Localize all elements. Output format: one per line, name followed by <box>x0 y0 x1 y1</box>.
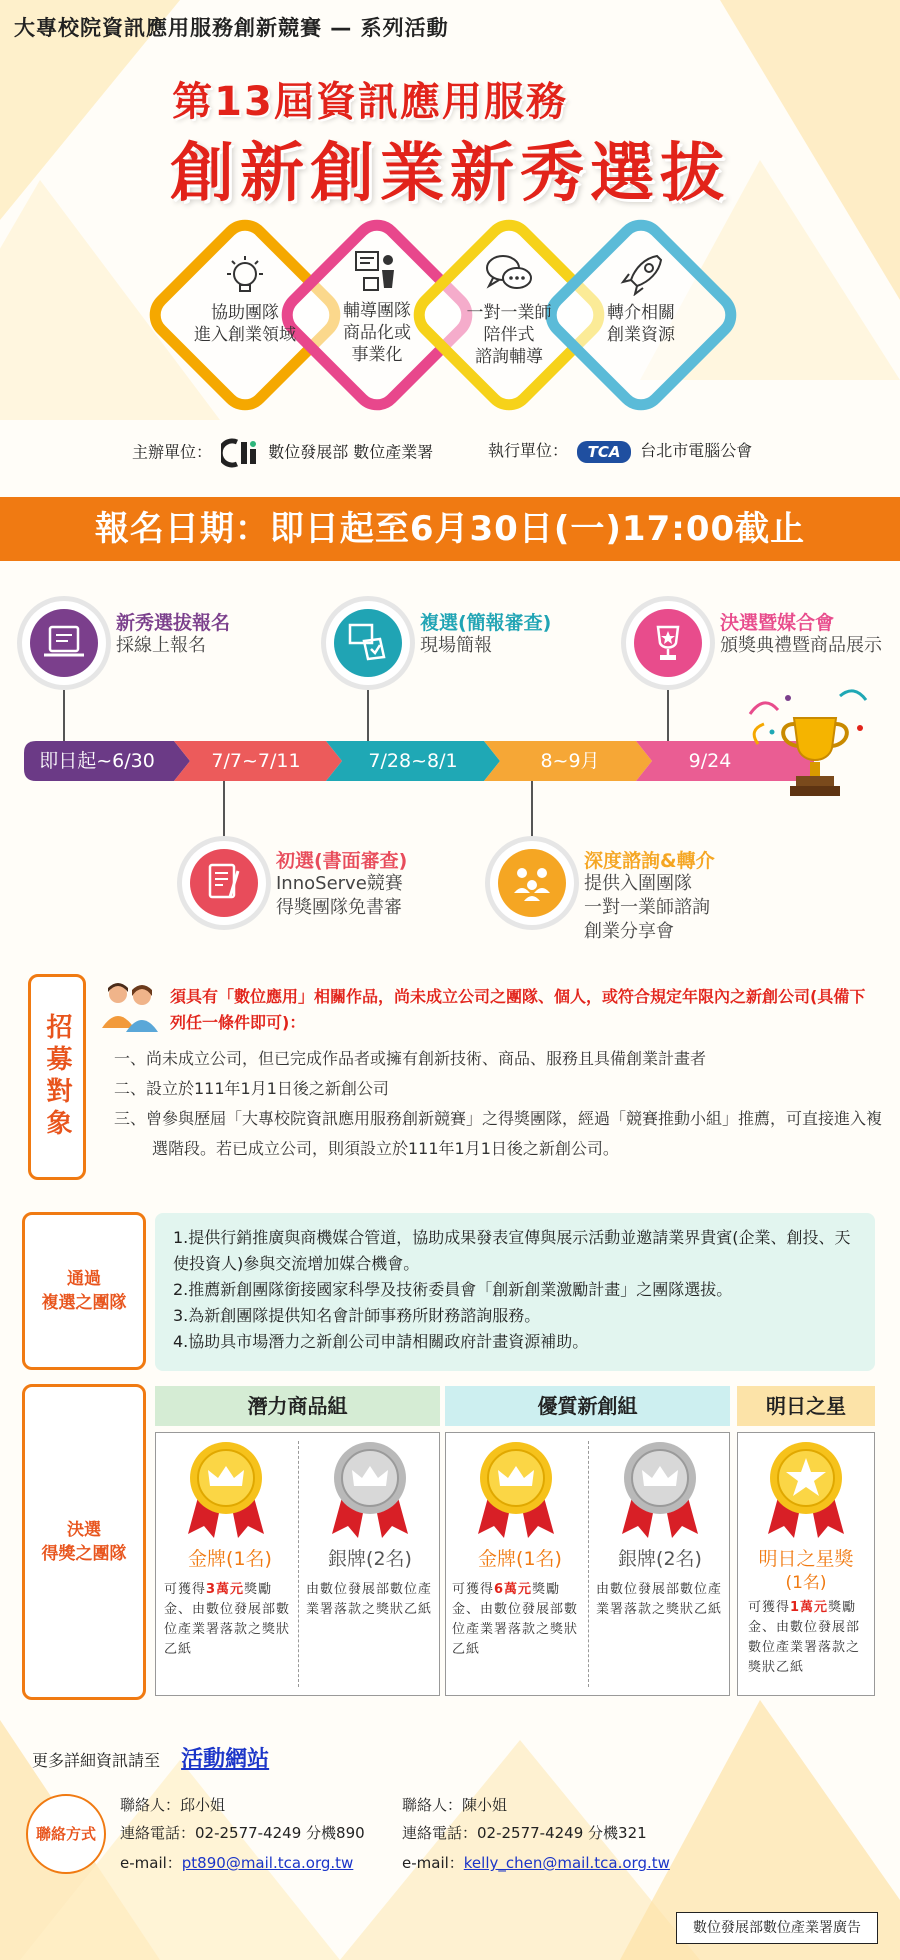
service-label-2c: 事業化 <box>351 345 403 365</box>
more-info <box>32 1742 269 1773</box>
stage-circle-3 <box>326 601 410 685</box>
date-segment-3: 7/28~8/1 <box>368 750 458 772</box>
date-segment-5: 9/24 <box>688 750 732 772</box>
contact-name-1: 聯絡人：邱小姐 <box>120 1796 226 1814</box>
stage-desc-4b: 一對一業師諮詢 <box>584 897 710 918</box>
contact-name-2: 聯絡人：陳小姐 <box>402 1796 508 1814</box>
stage-title-1: 新秀選拔報名 <box>116 612 231 634</box>
prize-desc-1-post: 獎勵金、由數位發展部數位產業署落款之獎狀乙紙 <box>164 1582 291 1657</box>
stage-desc-4c: 創業分享會 <box>584 921 674 942</box>
executor <box>488 438 752 463</box>
stage-circle-1 <box>22 601 106 685</box>
stage-desc-2b: 得獎團隊免書審 <box>276 897 402 918</box>
service-2 <box>312 248 442 366</box>
prize-desc-4: 由數位發展部數位產業署落款之獎狀乙紙 <box>596 1582 723 1617</box>
presentation-check-icon <box>334 609 402 677</box>
organizer-name: 數位發展部 數位產業署 <box>268 442 434 462</box>
contact-email-1[interactable]: pt890@mail.tca.org.tw <box>181 1854 354 1872</box>
recruit-item-1: 一、尚未成立公司，但已完成作品者或擁有創新技術、商品、服務且具備創業計畫者 <box>114 1049 707 1068</box>
trophy-icon <box>634 609 702 677</box>
team-consult-icon <box>498 849 566 917</box>
group-header-2: 優質新創組 <box>445 1386 730 1426</box>
date-segment-1: 即日起~6/30 <box>39 750 155 772</box>
stage-title-2: 初選(書面審查) <box>276 850 408 872</box>
contact-phone-1: 連絡電話：02-2577-4249 分機890 <box>120 1824 365 1842</box>
service-label-2a: 輔導團隊 <box>343 301 411 321</box>
benefits-list <box>155 1213 875 1371</box>
contact-email-label-1: e-mail： <box>120 1854 182 1872</box>
prize-name-4: 銀牌(2名) <box>618 1548 702 1570</box>
stage-desc-3: 現場簡報 <box>420 635 492 656</box>
service-label-1b: 進入創業領域 <box>194 325 296 345</box>
title-line2: 創新創業新秀選拔 <box>170 137 730 211</box>
recruit-heading: 招募對象 <box>28 974 86 1180</box>
benefits-heading <box>22 1212 146 1370</box>
people-icon <box>100 980 162 1034</box>
date-segment-2: 7/7~7/11 <box>211 750 301 772</box>
service-label-1a: 協助團隊 <box>211 303 279 323</box>
stage-title-5: 決選暨媒合會 <box>720 612 835 634</box>
contact-email-row-1 <box>120 1852 353 1873</box>
stage-circle-2 <box>182 841 266 925</box>
prize-name-1: 金牌(1名) <box>188 1548 272 1570</box>
title-line1: 第13屆資訊應用服務 <box>172 79 568 125</box>
stage-title-3: 複選(簡報審查) <box>420 612 552 634</box>
prize-desc-5-post: 獎勵金、由數位發展部數位產業署落款之獎狀乙紙 <box>748 1600 861 1675</box>
organizer <box>132 438 433 468</box>
more-info-text: 更多詳細資訊請至 <box>32 1751 161 1770</box>
prize-amount-5: 1萬元 <box>790 1600 829 1615</box>
trophy-confetti-icon <box>744 684 874 814</box>
connector-2 <box>223 781 225 841</box>
prize-amount-3: 6萬元 <box>494 1582 533 1597</box>
recruit-lead: 須具有「數位應用」相關作品，尚未成立公司之團隊、個人，或符合規定年限內之新創公司(具備下列任一條件即可)： <box>170 987 866 1032</box>
prize-name-5: 明日之星獎 <box>758 1548 854 1570</box>
recruit-item-3: 三、曾參與歷屆「大專校院資訊應用服務創新競賽」之得獎團隊，經過「競賽推動小組」推薦，可直接進入複選階段。若已成立公司，則須設立於111年1月1日後之新創公司。 <box>114 1109 883 1158</box>
stage-desc-2a: InnoServe競賽 <box>276 873 403 894</box>
benefits-heading-a: 通過 <box>67 1269 101 1289</box>
connector-1 <box>63 690 65 741</box>
silver-medal-icon <box>324 1440 416 1540</box>
prize-desc-5 <box>748 1598 868 1678</box>
prize-desc-3-post: 獎勵金、由數位發展部數位產業署落款之獎狀乙紙 <box>452 1582 579 1657</box>
prize-desc-1 <box>164 1580 298 1660</box>
service-label-3b: 陪伴式 <box>483 325 535 345</box>
service-label-3c: 諮詢輔導 <box>475 347 543 367</box>
group-header-1: 潛力商品組 <box>155 1386 440 1426</box>
lightbulb-icon <box>221 254 269 296</box>
group-header-3: 明日之星 <box>737 1386 875 1426</box>
recruit-item-2: 二、設立於111年1月1日後之新創公司 <box>114 1079 389 1098</box>
rocket-icon <box>617 252 665 296</box>
benefit-item-1: 1.提供行銷推廣與商機媒合管道，協助成果發表宣傳與展示活動並邀請業界貴賓(企業、創投、天使投資人)參與交流增加媒合機會。 <box>173 1228 851 1273</box>
benefits-heading-b: 複選之團隊 <box>41 1293 127 1313</box>
event-website-link[interactable]: 活動網站 <box>181 1747 270 1772</box>
organizer-label: 主辦單位： <box>132 442 213 462</box>
service-1 <box>180 254 310 346</box>
stage-title-4: 深度諮詢&轉介 <box>584 850 715 872</box>
prize-name-2: 銀牌(2名) <box>328 1548 412 1570</box>
connector-4 <box>531 781 533 841</box>
prize-desc-2: 由數位發展部數位產業署落款之獎狀乙紙 <box>306 1582 433 1617</box>
service-label-4a: 轉介相關 <box>607 303 675 323</box>
executor-label: 執行單位： <box>488 441 569 460</box>
connector-5 <box>667 690 669 741</box>
contact-phone-2: 連絡電話：02-2577-4249 分機321 <box>402 1824 647 1842</box>
laptop-form-icon <box>30 609 98 677</box>
awards-heading-b: 得獎之團隊 <box>41 1544 127 1564</box>
stage-desc-5: 頒獎典禮暨商品展示 <box>720 635 882 656</box>
prize-name-3: 金牌(1名) <box>478 1548 562 1570</box>
contact-email-2[interactable]: kelly_chen@mail.tca.org.tw <box>463 1854 670 1872</box>
prize-desc-5-pre: 可獲得 <box>748 1600 791 1615</box>
stage-circle-4 <box>490 841 574 925</box>
service-label-4b: 創業資源 <box>607 325 675 345</box>
connector-3 <box>367 690 369 741</box>
prize-desc-1-pre: 可獲得 <box>164 1582 207 1597</box>
prize-amount-1: 3萬元 <box>206 1582 245 1597</box>
prize-name-5b: (1名) <box>785 1573 827 1593</box>
chat-bubbles-icon <box>483 252 535 296</box>
ad-footer: 數位發展部數位產業署廣告 <box>676 1912 878 1944</box>
moda-logo-icon <box>221 438 259 468</box>
star-medal-icon <box>760 1440 852 1540</box>
recruit-list <box>114 1044 884 1164</box>
contact-email-row-2 <box>402 1852 670 1873</box>
stage-desc-4a: 提供入圍團隊 <box>584 873 692 894</box>
stage-desc-1: 採線上報名 <box>116 635 206 656</box>
silver-medal-icon <box>614 1440 706 1540</box>
awards-heading-a: 決選 <box>67 1520 101 1540</box>
service-3 <box>444 252 574 368</box>
contact-badge: 聯絡方式 <box>26 1794 106 1874</box>
date-segment-4: 8~9月 <box>540 750 600 772</box>
gold-medal-icon <box>470 1440 562 1540</box>
document-pen-icon <box>190 849 258 917</box>
series-heading: 大專校院資訊應用服務創新競賽 — 系列活動 <box>14 16 449 40</box>
contact-email-label-2: e-mail： <box>402 1854 464 1872</box>
executor-name: 台北市電腦公會 <box>640 441 753 460</box>
gold-medal-icon <box>180 1440 272 1540</box>
awards-heading <box>22 1384 146 1700</box>
service-label-3a: 一對一業師 <box>466 303 552 323</box>
tca-logo-icon: TCA <box>577 441 631 463</box>
prize-desc-3 <box>452 1580 586 1660</box>
registration-banner: 報名日期：即日起至6月30日(一)17:00截止 <box>0 497 900 561</box>
service-4 <box>576 252 706 346</box>
benefit-item-2: 2.推薦新創團隊銜接國家科學及技術委員會「創新創業激勵計畫」之團隊選拔。 <box>173 1280 733 1299</box>
service-label-2b: 商品化或 <box>343 323 411 343</box>
presentation-icon <box>352 248 402 294</box>
stage-circle-5 <box>626 601 710 685</box>
benefit-item-4: 4.協助具市場潛力之新創公司申請相關政府計畫資源補助。 <box>173 1332 589 1351</box>
benefit-item-3: 3.為新創團隊提供知名會計師事務所財務諮詢服務。 <box>173 1306 541 1325</box>
prize-desc-3-pre: 可獲得 <box>452 1582 495 1597</box>
